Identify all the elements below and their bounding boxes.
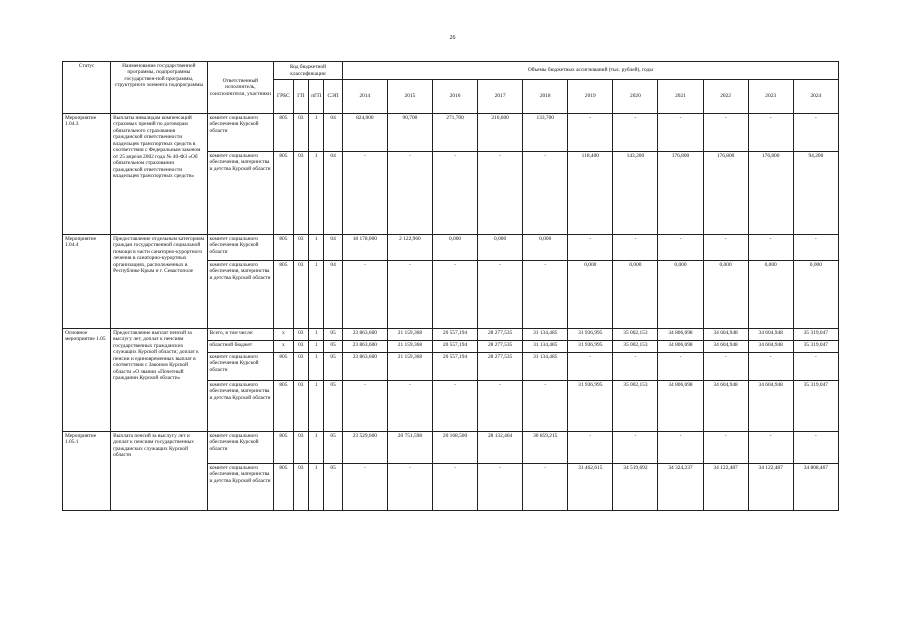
row-value: 34 519,692 (613, 464, 658, 511)
row-value: 20 557,194 (432, 341, 477, 353)
row-code: 03 (293, 464, 308, 511)
row-value: 34 122,487 (748, 464, 793, 511)
row-value: - (568, 114, 613, 152)
header-status: Статус (63, 62, 111, 114)
row-value: - (478, 381, 523, 432)
row-value: - (793, 432, 838, 464)
row-value: - (703, 353, 748, 381)
row-value: 2 122,960 (387, 235, 432, 261)
header-year: 2020 (613, 80, 658, 114)
row-code: 1 (308, 432, 323, 464)
row-code: 05 (324, 353, 342, 381)
row-value: - (342, 152, 387, 235)
row-value: 34 324,237 (658, 464, 703, 511)
row-value: - (478, 261, 523, 329)
row-value: 20 168,500 (432, 432, 477, 464)
row-code: 1 (308, 329, 323, 341)
row-responsible: областной бюджет (207, 341, 274, 353)
row-value: - (703, 432, 748, 464)
row-value: - (658, 114, 703, 152)
row-status: Основное мероприятие 1.05 (63, 329, 111, 432)
row-value: 34 604,948 (748, 381, 793, 432)
row-value: 34 808,467 (793, 464, 838, 511)
header-year: 2017 (478, 80, 523, 114)
row-value: 176,800 (658, 152, 703, 235)
row-status: Мероприятие 1.04.4 (63, 235, 111, 329)
row-value: 34 604,948 (748, 329, 793, 341)
row-value: 118,400 (568, 152, 613, 235)
row-value: - (523, 381, 568, 432)
row-value: - (568, 235, 613, 261)
row-value: 21 159,368 (387, 353, 432, 381)
row-responsible: комитет социального обеспечения, материнства и детства Курской области (207, 261, 274, 329)
row-value: 0,000 (523, 235, 568, 261)
row-value: - (658, 235, 703, 261)
header-year: 2018 (523, 80, 568, 114)
row-value: 28 132,464 (478, 432, 523, 464)
row-value: 0,000 (748, 261, 793, 329)
row-value: 0,000 (478, 235, 523, 261)
row-value: 31 134,485 (523, 341, 568, 353)
row-code: 03 (293, 329, 308, 341)
row-value: 20 557,194 (432, 329, 477, 341)
row-value: - (387, 381, 432, 432)
header-responsible: Ответственный исполнитель, соисполнители, участники (207, 62, 274, 114)
row-value: - (387, 261, 432, 329)
row-value: - (793, 235, 838, 261)
row-value: 143,200 (613, 152, 658, 235)
row-value: - (432, 464, 477, 511)
row-value: - (568, 432, 613, 464)
row-code: 1 (308, 235, 323, 261)
row-value: - (613, 353, 658, 381)
row-code: 1 (308, 381, 323, 432)
header-year: 2016 (432, 80, 477, 114)
row-value: - (793, 353, 838, 381)
row-value: - (703, 114, 748, 152)
row-value: - (342, 464, 387, 511)
row-code: 03 (293, 432, 308, 464)
table-row (63, 329, 839, 341)
row-code: 03 (293, 261, 308, 329)
row-code: 03 (293, 152, 308, 235)
table-row (63, 432, 839, 464)
row-value: - (387, 464, 432, 511)
row-code: 04 (324, 114, 342, 152)
row-code: 805 (274, 353, 293, 381)
row-value: 21 159,368 (387, 329, 432, 341)
row-code: 04 (324, 235, 342, 261)
row-value: 31 936,995 (568, 381, 613, 432)
row-value: 28 277,535 (478, 341, 523, 353)
row-code: 05 (324, 381, 342, 432)
row-code: 05 (324, 432, 342, 464)
row-value: - (387, 152, 432, 235)
row-value: - (342, 261, 387, 329)
row-value: - (523, 261, 568, 329)
row-code: 1 (308, 341, 323, 353)
row-value: - (703, 235, 748, 261)
row-value: - (748, 235, 793, 261)
row-responsible: комитет социального обеспечения Курской области (207, 114, 274, 152)
row-value: - (658, 432, 703, 464)
header-year: 2014 (342, 80, 387, 114)
row-value: 20 751,598 (387, 432, 432, 464)
header-year: 2023 (748, 80, 793, 114)
row-value: 20 557,194 (432, 353, 477, 381)
row-responsible: комитет социального обеспечения Курской области (207, 353, 274, 381)
header-year: 2015 (387, 80, 432, 114)
row-code: 03 (293, 341, 308, 353)
row-value: 176,800 (703, 152, 748, 235)
row-code: 805 (274, 152, 293, 235)
row-code: 05 (324, 464, 342, 511)
row-code: 05 (324, 329, 342, 341)
row-responsible: Всего, в том числе: (207, 329, 274, 341)
row-value: 35 319,047 (793, 341, 838, 353)
row-value: - (342, 381, 387, 432)
table-row (63, 235, 839, 261)
row-code: 805 (274, 464, 293, 511)
row-value: 176,800 (748, 152, 793, 235)
row-value: - (658, 353, 703, 381)
row-value: 34 604,948 (748, 341, 793, 353)
row-value: 18 178,000 (342, 235, 387, 261)
row-name: Выплаты инвалидам компенсаций страховых премий по договорам обязательного страхования гражданской ответственности владельцев транспортных средств в соответствии с Федеральным законом от 25 апреля 2002 года № 40-ФЗ «Об обязательном страховании гражданской ответственности владельцев транспортных средств» (111, 114, 207, 235)
header-amounts-group: Объемы бюджетных ассигнований (тыс. рублей), годы (342, 62, 838, 80)
row-value: 35 319,047 (793, 381, 838, 432)
row-responsible: комитет социального обеспечения, материнства и детства Курской области (207, 464, 274, 511)
header-name: Наименование государственной программы, подпрограммы государствен-ной программы, структурного элемента подпрограммы (111, 62, 207, 114)
row-value: - (748, 114, 793, 152)
row-value: - (432, 261, 477, 329)
header-year: 2021 (658, 80, 703, 114)
row-code: 805 (274, 381, 293, 432)
header-year: 2019 (568, 80, 613, 114)
row-code: 03 (293, 235, 308, 261)
row-value: 23 863,600 (342, 341, 387, 353)
row-value: 0,000 (568, 261, 613, 329)
row-code: 05 (324, 341, 342, 353)
row-value: 30 859,215 (523, 432, 568, 464)
row-value: 34 604,948 (703, 341, 748, 353)
row-code: 1 (308, 152, 323, 235)
table-row (63, 114, 839, 152)
row-value: 23 863,600 (342, 329, 387, 341)
row-value: 90,700 (387, 114, 432, 152)
row-responsible: комитет социального обеспечения, материнства и детства Курской области (207, 152, 274, 235)
header-code-group: Код бюджетной классификации (274, 62, 343, 80)
header-code-sep: СЭП (324, 80, 342, 114)
row-value: 824,000 (342, 114, 387, 152)
header-code-pgp: пГП (308, 80, 323, 114)
row-value: - (748, 432, 793, 464)
row-value: 94,200 (793, 152, 838, 235)
row-value: 133,700 (523, 114, 568, 152)
row-value: 28 277,535 (478, 353, 523, 381)
row-value: 34 604,948 (703, 329, 748, 341)
row-value: 31 936,995 (568, 329, 613, 341)
row-value: 35 319,047 (793, 329, 838, 341)
row-responsible: комитет социального обеспечения, материнства и детства Курской области (207, 381, 274, 432)
row-value: 0,000 (658, 261, 703, 329)
row-responsible: комитет социального обеспечения Курской области (207, 235, 274, 261)
row-name: Выплата пенсий за выслугу лет и доплат к пенсиям государственных гражданских служащих Курской области (111, 432, 207, 511)
row-value: 0,000 (703, 261, 748, 329)
row-code: 03 (293, 353, 308, 381)
row-value: 23 863,600 (342, 353, 387, 381)
row-code: 1 (308, 353, 323, 381)
row-value: 35 002,153 (613, 381, 658, 432)
row-value: - (523, 464, 568, 511)
row-code: 1 (308, 114, 323, 152)
header-year: 2022 (703, 80, 748, 114)
row-value: 34 604,948 (703, 381, 748, 432)
row-code: 03 (293, 381, 308, 432)
row-code: 03 (293, 114, 308, 152)
row-value: 34 806,698 (658, 341, 703, 353)
row-code: 805 (274, 235, 293, 261)
row-value: - (478, 464, 523, 511)
row-value: 34 122,487 (703, 464, 748, 511)
budget-table (62, 61, 839, 511)
row-value: 0,000 (613, 261, 658, 329)
row-value: - (793, 114, 838, 152)
row-value: - (523, 152, 568, 235)
row-code: 1 (308, 464, 323, 511)
row-code: 1 (308, 261, 323, 329)
row-value: 28 277,535 (478, 329, 523, 341)
row-value: - (748, 353, 793, 381)
row-value: - (613, 235, 658, 261)
row-value: - (613, 432, 658, 464)
row-value: - (613, 114, 658, 152)
row-value: 31 134,485 (523, 353, 568, 381)
row-value: 35 002,153 (613, 341, 658, 353)
row-status: Мероприятие 1.04.3 (63, 114, 111, 235)
row-name: Предоставление выплат пенсий за выслугу лет, доплат к пенсиям государственных гражданских служащих Курской области; доплат к пенсии и единовременных выплат в соответствии с Законом Курской области «О звании «Почетный гражданин Курской области» (111, 329, 207, 432)
row-code: 805 (274, 261, 293, 329)
row-value: 34 806,698 (658, 381, 703, 432)
header-code-grbs: ГРБС (274, 80, 293, 114)
row-code: x (274, 329, 293, 341)
row-value: - (432, 152, 477, 235)
row-value: 0,000 (793, 261, 838, 329)
row-responsible: комитет социального обеспечения Курской области (207, 432, 274, 464)
row-value: 0,000 (432, 235, 477, 261)
row-value: 34 806,698 (658, 329, 703, 341)
row-name: Предоставление отдельным категориям граждан государственной социальной помощи в части санаторно-курортного лечения в санаторно-курортных организациях, расположенных в Республике Крым и г. Севастополе (111, 235, 207, 329)
row-code: 04 (324, 261, 342, 329)
row-value: 31 936,995 (568, 341, 613, 353)
row-code: 805 (274, 114, 293, 152)
row-value: 21 159,368 (387, 341, 432, 353)
row-value: 31 462,615 (568, 464, 613, 511)
row-value: 23 529,600 (342, 432, 387, 464)
row-value: - (478, 152, 523, 235)
row-value: 35 002,153 (613, 329, 658, 341)
row-code: 04 (324, 152, 342, 235)
page-number: 26 (449, 35, 456, 41)
header-code-gp: ГП (293, 80, 308, 114)
row-value: 271,700 (432, 114, 477, 152)
row-value: - (568, 353, 613, 381)
row-status: Мероприятие 1.05.1 (63, 432, 111, 511)
row-code: 805 (274, 432, 293, 464)
row-value: 31 134,485 (523, 329, 568, 341)
header-year: 2024 (793, 80, 838, 114)
row-value: 216,600 (478, 114, 523, 152)
row-code: x (274, 341, 293, 353)
row-value: - (432, 381, 477, 432)
